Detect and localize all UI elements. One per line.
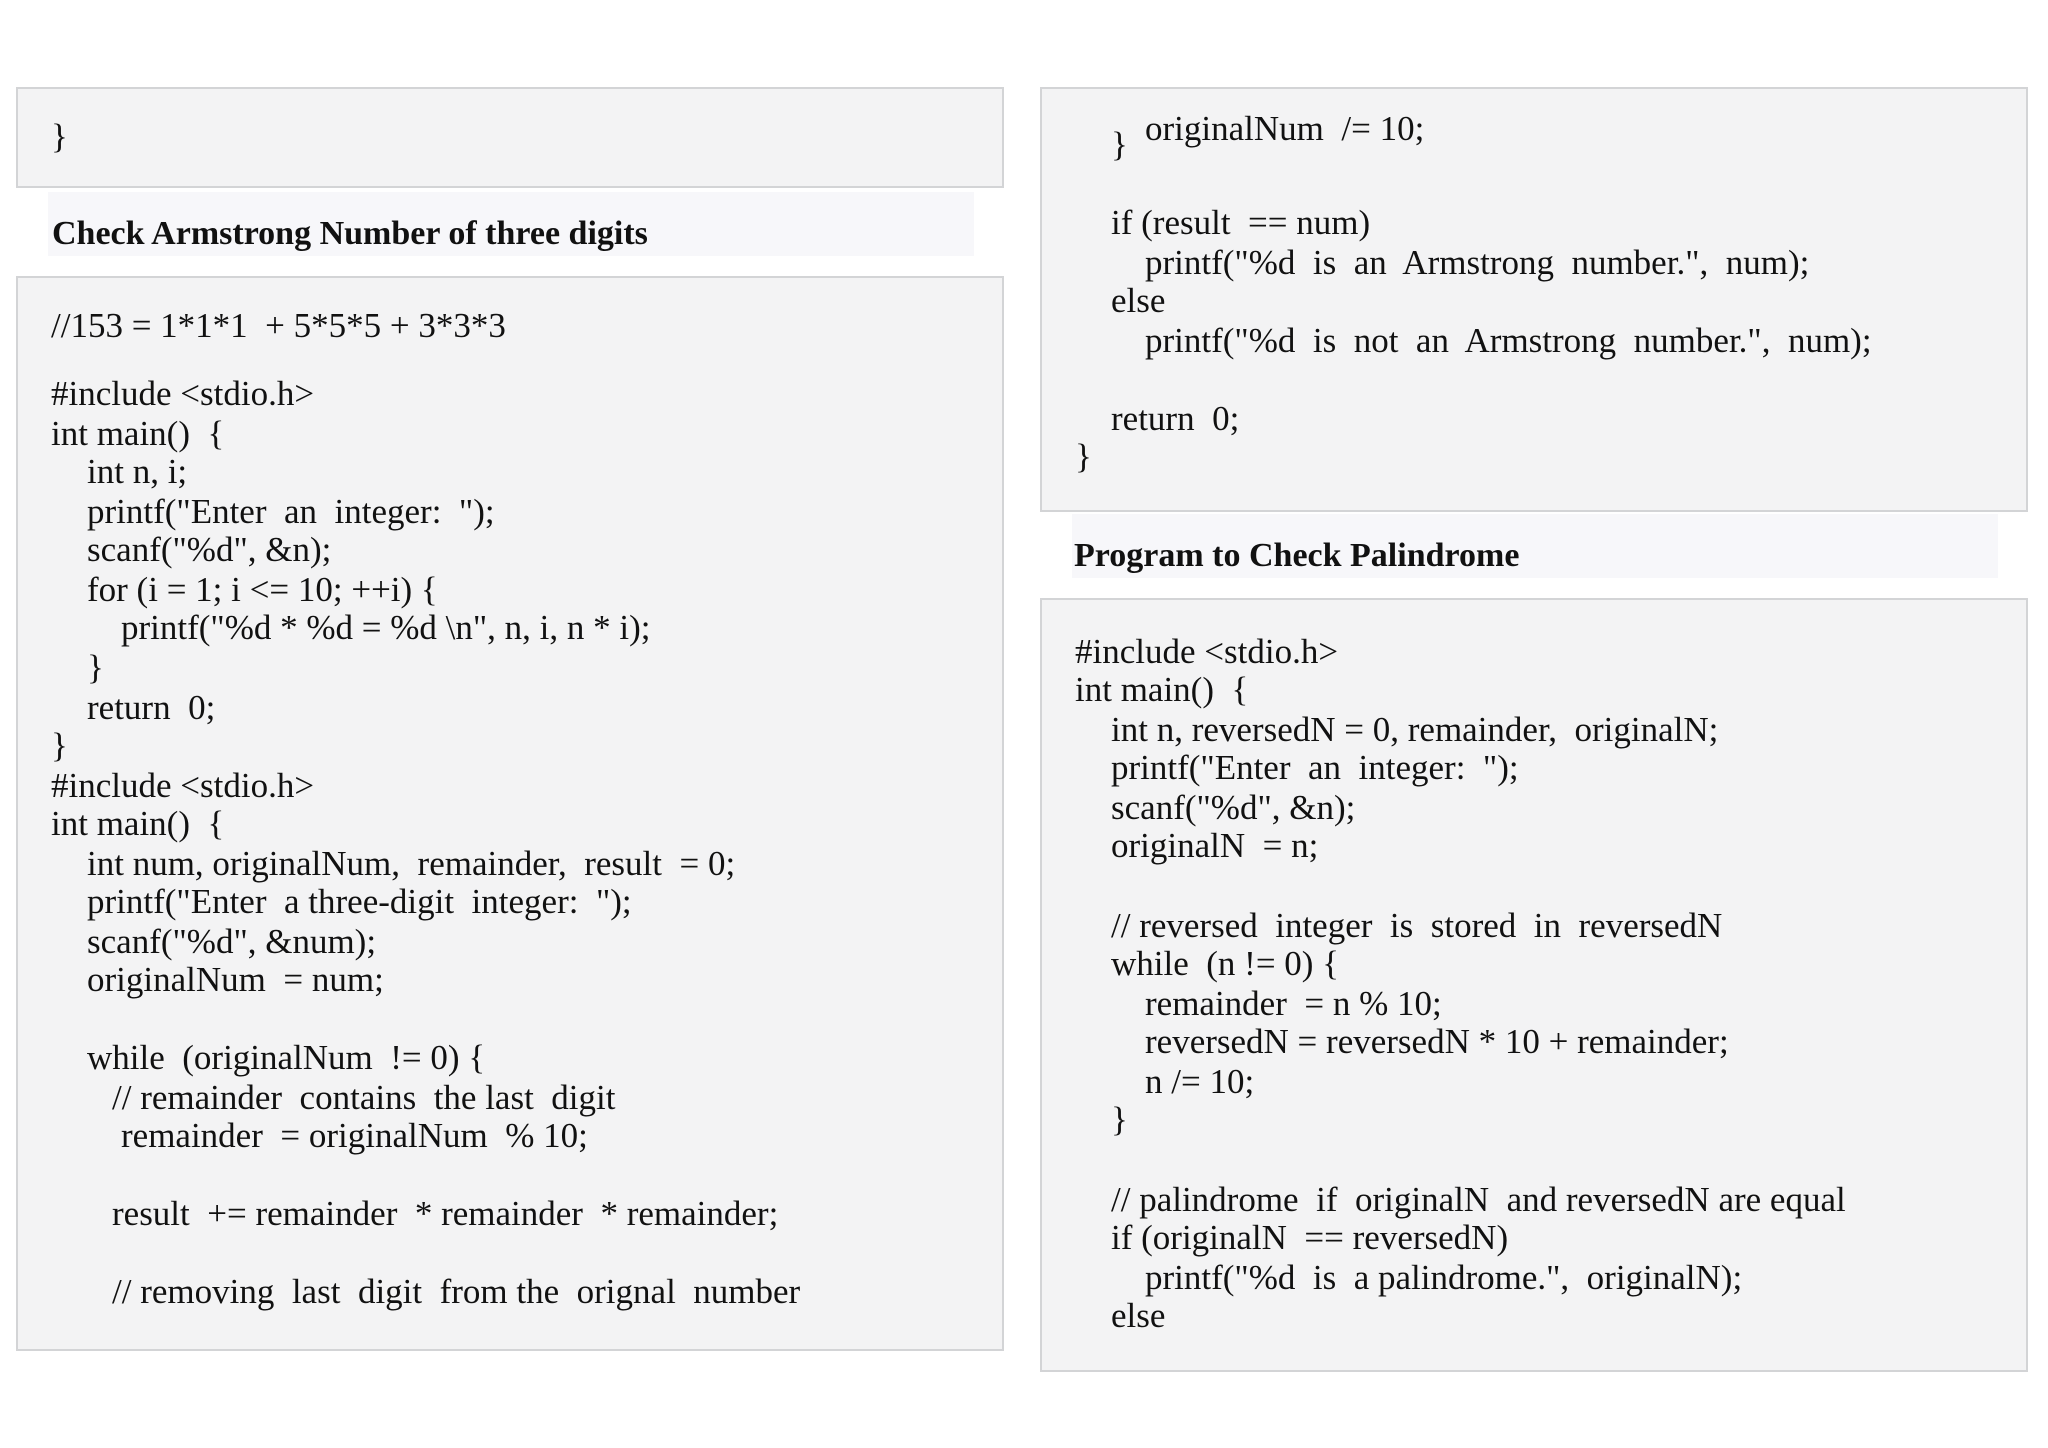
- code-line: while (n != 0) {: [1111, 944, 1340, 983]
- clipped-code-line: originalNum /= 10;: [1145, 109, 1425, 148]
- code-line: // palindrome if originalN and reversedN are equal: [1111, 1180, 1846, 1219]
- code-line: int n, i;: [87, 452, 188, 491]
- palindrome-heading: Program to Check Palindrome: [1074, 537, 1520, 574]
- code-line: if (result == num): [1111, 203, 1371, 242]
- code-line: n /= 10;: [1145, 1062, 1255, 1101]
- code-line: return 0;: [87, 688, 216, 727]
- armstrong-heading: Check Armstrong Number of three digits: [52, 215, 648, 252]
- code-line: }: [1111, 1100, 1128, 1139]
- left-top-code-box: [16, 87, 1004, 188]
- code-line: // reversed integer is stored in reversedN: [1111, 906, 1723, 945]
- code-line: while (originalNum != 0) {: [87, 1038, 486, 1077]
- code-line: printf("Enter an integer: ");: [87, 492, 495, 531]
- code-line: printf("%d is not an Armstrong number.", num);: [1145, 321, 1872, 360]
- code-line: int main() {: [51, 804, 225, 843]
- code-line: }: [1075, 437, 1092, 476]
- code-line: // remainder contains the last digit: [112, 1078, 616, 1117]
- closing-brace: }: [51, 117, 68, 156]
- code-line: }: [51, 726, 68, 765]
- code-line: }: [87, 648, 104, 687]
- code-line: printf("%d is an Armstrong number.", num);: [1145, 243, 1810, 282]
- code-line: result += remainder * remainder * remainder;: [112, 1194, 779, 1233]
- code-line: if (originalN == reversedN): [1111, 1218, 1509, 1257]
- code-line: printf("Enter a three-digit integer: ");: [87, 882, 632, 921]
- code-line: scanf("%d", &num);: [87, 922, 377, 961]
- code-line: #include <stdio.h>: [1075, 632, 1339, 671]
- code-line: remainder = n % 10;: [1145, 984, 1442, 1023]
- code-line: // removing last digit from the orignal number: [112, 1272, 801, 1311]
- code-line: return 0;: [1111, 399, 1240, 438]
- code-line: #include <stdio.h>: [51, 766, 315, 805]
- code-line: else: [1111, 281, 1166, 320]
- code-line: originalNum = num;: [87, 960, 384, 999]
- code-line: }: [1111, 125, 1128, 164]
- code-line: printf("%d * %d = %d \n", n, i, n * i);: [121, 608, 651, 647]
- palindrome-code-box: [1040, 598, 2028, 1372]
- code-line: #include <stdio.h>: [51, 374, 315, 413]
- code-line: int n, reversedN = 0, remainder, originalN;: [1111, 710, 1719, 749]
- code-line: printf("%d is a palindrome.", originalN);: [1145, 1258, 1743, 1297]
- armstrong-continuation-code-box: [1040, 87, 2028, 512]
- code-line: int main() {: [1075, 670, 1249, 709]
- code-line: scanf("%d", &n);: [1111, 788, 1356, 827]
- code-line: originalN = n;: [1111, 826, 1319, 865]
- code-line: scanf("%d", &n);: [87, 530, 332, 569]
- code-line: int main() {: [51, 414, 225, 453]
- armstrong-code-box: [16, 276, 1004, 1351]
- code-line: printf("Enter an integer: ");: [1111, 748, 1519, 787]
- code-line: for (i = 1; i <= 10; ++i) {: [87, 570, 438, 609]
- code-line: else: [1111, 1296, 1166, 1335]
- code-line: int num, originalNum, remainder, result = 0;: [87, 844, 736, 883]
- code-line: remainder = originalNum % 10;: [121, 1116, 588, 1155]
- code-line: //153 = 1*1*1 + 5*5*5 + 3*3*3: [51, 306, 506, 345]
- code-line: reversedN = reversedN * 10 + remainder;: [1145, 1022, 1729, 1061]
